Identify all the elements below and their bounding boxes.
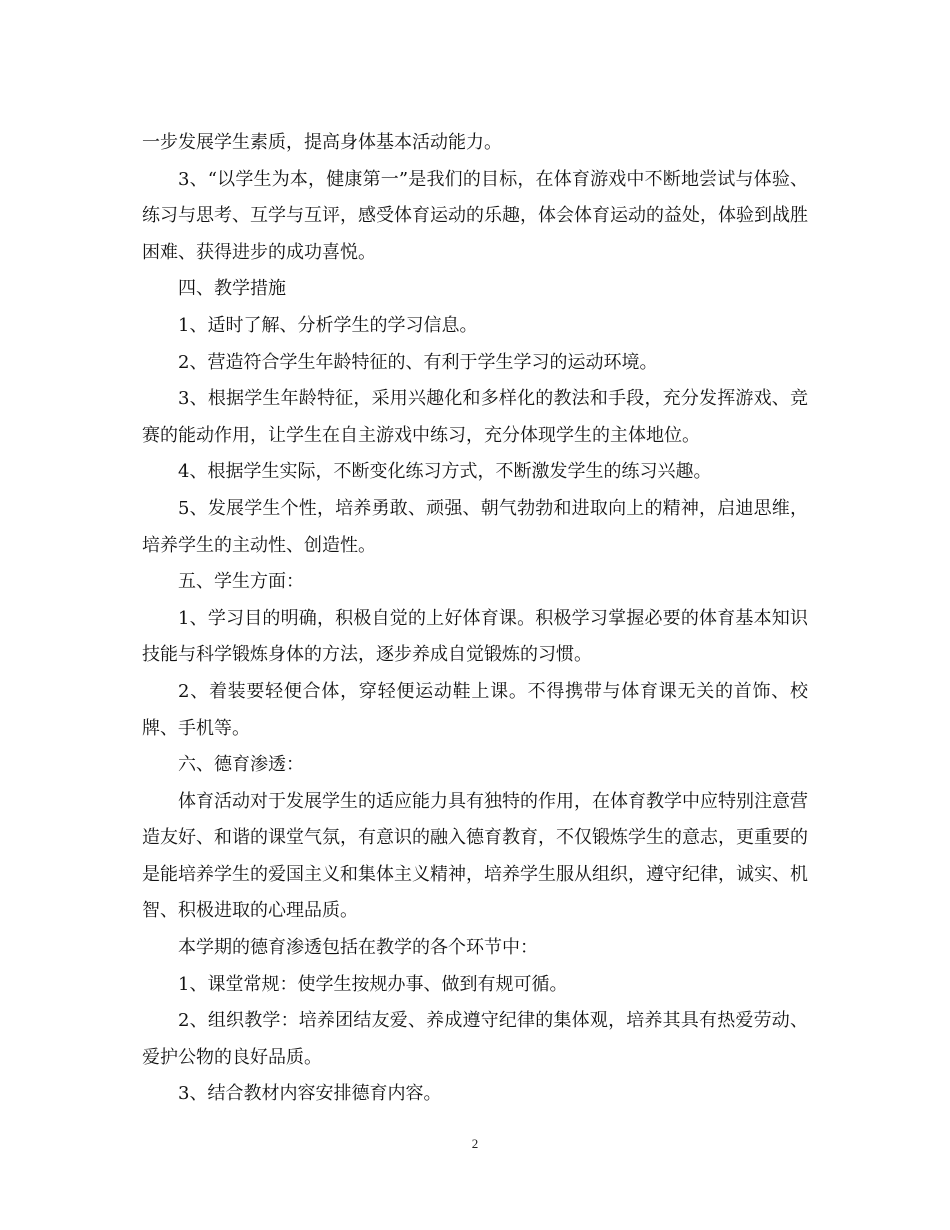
paragraph-15: 2、组织教学：培养团结友爱、养成遵守纪律的集体观，培养其具有热爱劳动、爱护公物的良好品质。 — [142, 1010, 808, 1068]
document-body — [142, 125, 808, 1113]
paragraph-6: 4、根据学生实际，不断变化练习方式，不断激发学生的练习兴趣。 — [178, 461, 712, 483]
paragraph-14: 1、课堂常规：使学生按规办事、做到有规可循。 — [178, 973, 568, 995]
paragraph-9: 1、学习目的明确，积极自觉的上好体育课。积极学习掌握必要的体育基本知识技能与科学锻炼身体的方法，逐步养成自觉锻炼的习惯。 — [142, 607, 808, 666]
page-number: 2 — [471, 1136, 479, 1151]
section-heading-students: 五、学生方面： — [178, 571, 304, 593]
paragraph-13: 本学期的德育渗透包括在教学的各个环节中： — [178, 937, 538, 959]
paragraph-7: 5、发展学生个性，培养勇敢、顽强、朝气勃勃和进取向上的精神，启迪思维，培养学生的主动性、创造性。 — [142, 497, 808, 556]
paragraph-5: 3、根据学生年龄特征，采用兴趣化和多样化的教法和手段，充分发挥游戏、竞赛的能动作用，让学生在自主游戏中练习，充分体现学生的主体地位。 — [142, 388, 808, 446]
paragraph-0: 一步发展学生素质，提高身体基本活动能力。 — [142, 132, 502, 153]
paragraph-4: 2、营造符合学生年龄特征的、有利于学生学习的运动环境。 — [178, 351, 658, 373]
paragraph-3: 1、适时了解、分析学生的学习信息。 — [178, 314, 478, 336]
section-heading-teaching-measures: 四、教学措施 — [178, 278, 286, 300]
section-heading-moral-education: 六、德育渗透： — [178, 754, 304, 776]
paragraph-12: 体育活动对于发展学生的适应能力具有独特的作用，在体育教学中应特别注意营造友好、和谐的课堂气氛，有意识的融入德育教育，不仅锻炼学生的意志，更重要的是能培养学生的爱国主义和集体主义精神，培养学生服从组织，遵守纪律，诚实、机智、积极进取的心理品质。 — [142, 790, 808, 922]
paragraph-16: 3、结合教材内容安排德育内容。 — [178, 1083, 442, 1105]
paragraph-10: 2、着装要轻便合体，穿轻便运动鞋上课。不得携带与体育课无关的首饰、校牌、手机等。 — [142, 680, 808, 739]
paragraph-1: 3、“以学生为本，健康第一”是我们的目标，在体育游戏中不断地尝试与体验、练习与思考、互学与互评，感受体育运动的乐趣，体会体育运动的益处，体验到战胜困难、获得进步的成功喜悦。 — [142, 168, 808, 263]
